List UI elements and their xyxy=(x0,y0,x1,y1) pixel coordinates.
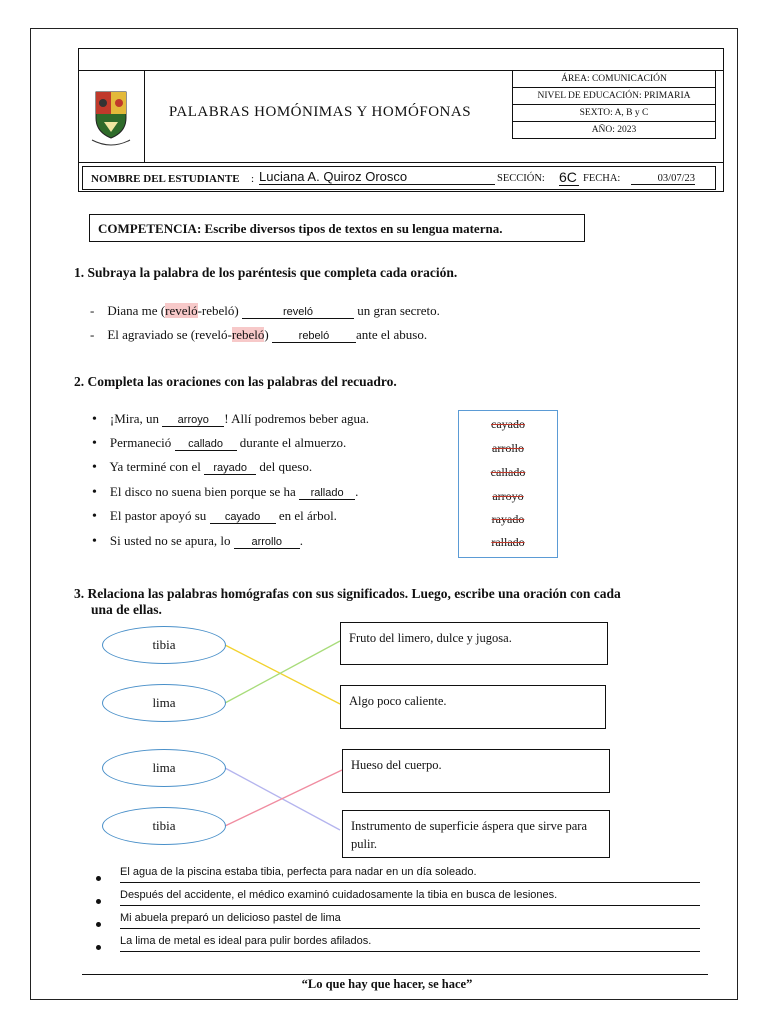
sentence-line-3[interactable]: Mi abuela preparó un delicioso pastel de lima xyxy=(120,912,700,929)
section-label: SECCIÓN: xyxy=(497,173,545,184)
match-line-tibia-caliente xyxy=(225,645,340,704)
q1-sentence-2: - El agraviado se (reveló-rebeló) rebeló ante el abuso. xyxy=(90,327,428,342)
q1-s2-answer-field[interactable]: rebeló xyxy=(272,330,356,343)
definition-fruto[interactable]: Fruto del limero, dulce y jugosa. xyxy=(340,622,608,665)
q2-item-1: • ¡Mira, un arroyo ! Allí podremos beber agua. xyxy=(92,411,370,427)
q1-title: 1. Subraya la palabra de los paréntesis que completa cada oración. xyxy=(74,265,458,280)
date-field[interactable]: 03/07/23 xyxy=(631,173,695,185)
oval-word-tibia[interactable]: tibia xyxy=(102,807,226,845)
q2-answer-field[interactable]: arroyo xyxy=(162,414,224,427)
q1-s2-underlined-option[interactable]: rebeló xyxy=(231,327,265,342)
bullet-icon: • xyxy=(92,460,97,475)
q2-item-5: • El pastor apoyó su cayado en el árbol. xyxy=(92,508,337,524)
competencia-label: COMPETENCIA: xyxy=(98,221,202,236)
q2-answer-field[interactable]: cayado xyxy=(210,511,276,524)
definition-instrumento[interactable]: Instrumento de superficie áspera que sirve para pulir. xyxy=(342,810,610,858)
word-box-item: cayado xyxy=(491,417,525,431)
match-line-lima-fruto xyxy=(225,641,340,703)
q1-s1-answer-field[interactable]: reveló xyxy=(242,306,354,319)
sentence-line-2[interactable]: Después del accidente, el médico examinó cuidadosamente la tibia en busca de lesiones. xyxy=(120,889,700,906)
q2-item-3: • Ya terminé con el rayado del queso. xyxy=(92,459,313,475)
oval-word-tibia[interactable]: tibia xyxy=(102,626,226,664)
word-box-item: rallado xyxy=(491,535,525,549)
info-year: AÑO: 2023 xyxy=(513,122,716,139)
page-title: PALABRAS HOMÓNIMAS Y HOMÓFONAS xyxy=(168,104,472,120)
definition-caliente[interactable]: Algo poco caliente. xyxy=(340,685,606,729)
student-row: NOMBRE DEL ESTUDIANTE : Luciana A. Quiroz Orosco SECCIÓN: 6C FECHA: 03/07/23 xyxy=(82,166,716,190)
bullet-icon xyxy=(96,876,101,881)
definition-hueso[interactable]: Hueso del cuerpo. xyxy=(342,749,610,793)
q2-answer-field[interactable]: rayado xyxy=(204,462,256,475)
q2-item-4: • El disco no suena bien porque se ha rallado . xyxy=(92,484,359,500)
bullet-icon xyxy=(96,899,101,904)
bullet-icon xyxy=(96,945,101,950)
date-label: FECHA: xyxy=(583,173,621,184)
bullet-icon: • xyxy=(92,412,97,427)
sentence-line-4[interactable]: La lima de metal es ideal para pulir bordes afilados. xyxy=(120,935,700,952)
q2-answer-field[interactable]: rallado xyxy=(299,487,355,500)
student-name-field[interactable]: Luciana A. Quiroz Orosco xyxy=(259,169,495,185)
bullet-icon: • xyxy=(92,509,97,524)
q2-item-2: • Permaneció callado durante el almuerzo. xyxy=(92,435,347,451)
info-area: ÁREA: COMUNICACIÓN xyxy=(513,71,716,88)
word-box-item: rayado xyxy=(491,512,525,526)
q2-answer-field[interactable]: callado xyxy=(175,438,237,451)
q3-title: 3. Relaciona las palabras homógrafas con sus significados. Luego, escribe una oración con cada una de ellas. xyxy=(74,586,621,617)
bullet-icon: • xyxy=(92,436,97,451)
footer-divider xyxy=(82,974,708,975)
section-field[interactable]: 6C xyxy=(559,169,579,186)
oval-word-lima[interactable]: lima xyxy=(102,749,226,787)
q1-s1-underlined-option[interactable]: reveló xyxy=(165,303,198,318)
info-level: NIVEL DE EDUCACIÓN: PRIMARIA xyxy=(513,88,716,105)
q1-sentence-1: - Diana me (reveló-rebeló) reveló un gran secreto. xyxy=(90,303,440,318)
student-label: NOMBRE DEL ESTUDIANTE xyxy=(91,173,240,185)
oval-word-lima[interactable]: lima xyxy=(102,684,226,722)
sentence-line-1[interactable]: El agua de la piscina estaba tibia, perfecta para nadar en un día soleado. xyxy=(120,866,700,883)
q2-title: 2. Completa las oraciones con las palabras del recuadro. xyxy=(74,374,397,389)
competencia-text: Escribe diversos tipos de textos en su lengua materna. xyxy=(204,221,503,236)
word-box-item: callado xyxy=(490,465,526,479)
footer-motto: “Lo que hay que hacer, se hace” xyxy=(301,977,473,991)
word-box-item: arrollo xyxy=(492,441,524,455)
word-box-item: arroyo xyxy=(492,489,524,503)
q2-item-6: • Si usted no se apura, lo arrollo . xyxy=(92,533,303,549)
match-line-tibia-hueso xyxy=(225,770,342,826)
bullet-icon: • xyxy=(92,485,97,500)
q2-answer-field[interactable]: arrollo xyxy=(234,536,300,549)
info-grade: SEXTO: A, B y C xyxy=(513,105,716,122)
bullet-icon xyxy=(96,922,101,927)
bullet-icon: • xyxy=(92,534,97,549)
